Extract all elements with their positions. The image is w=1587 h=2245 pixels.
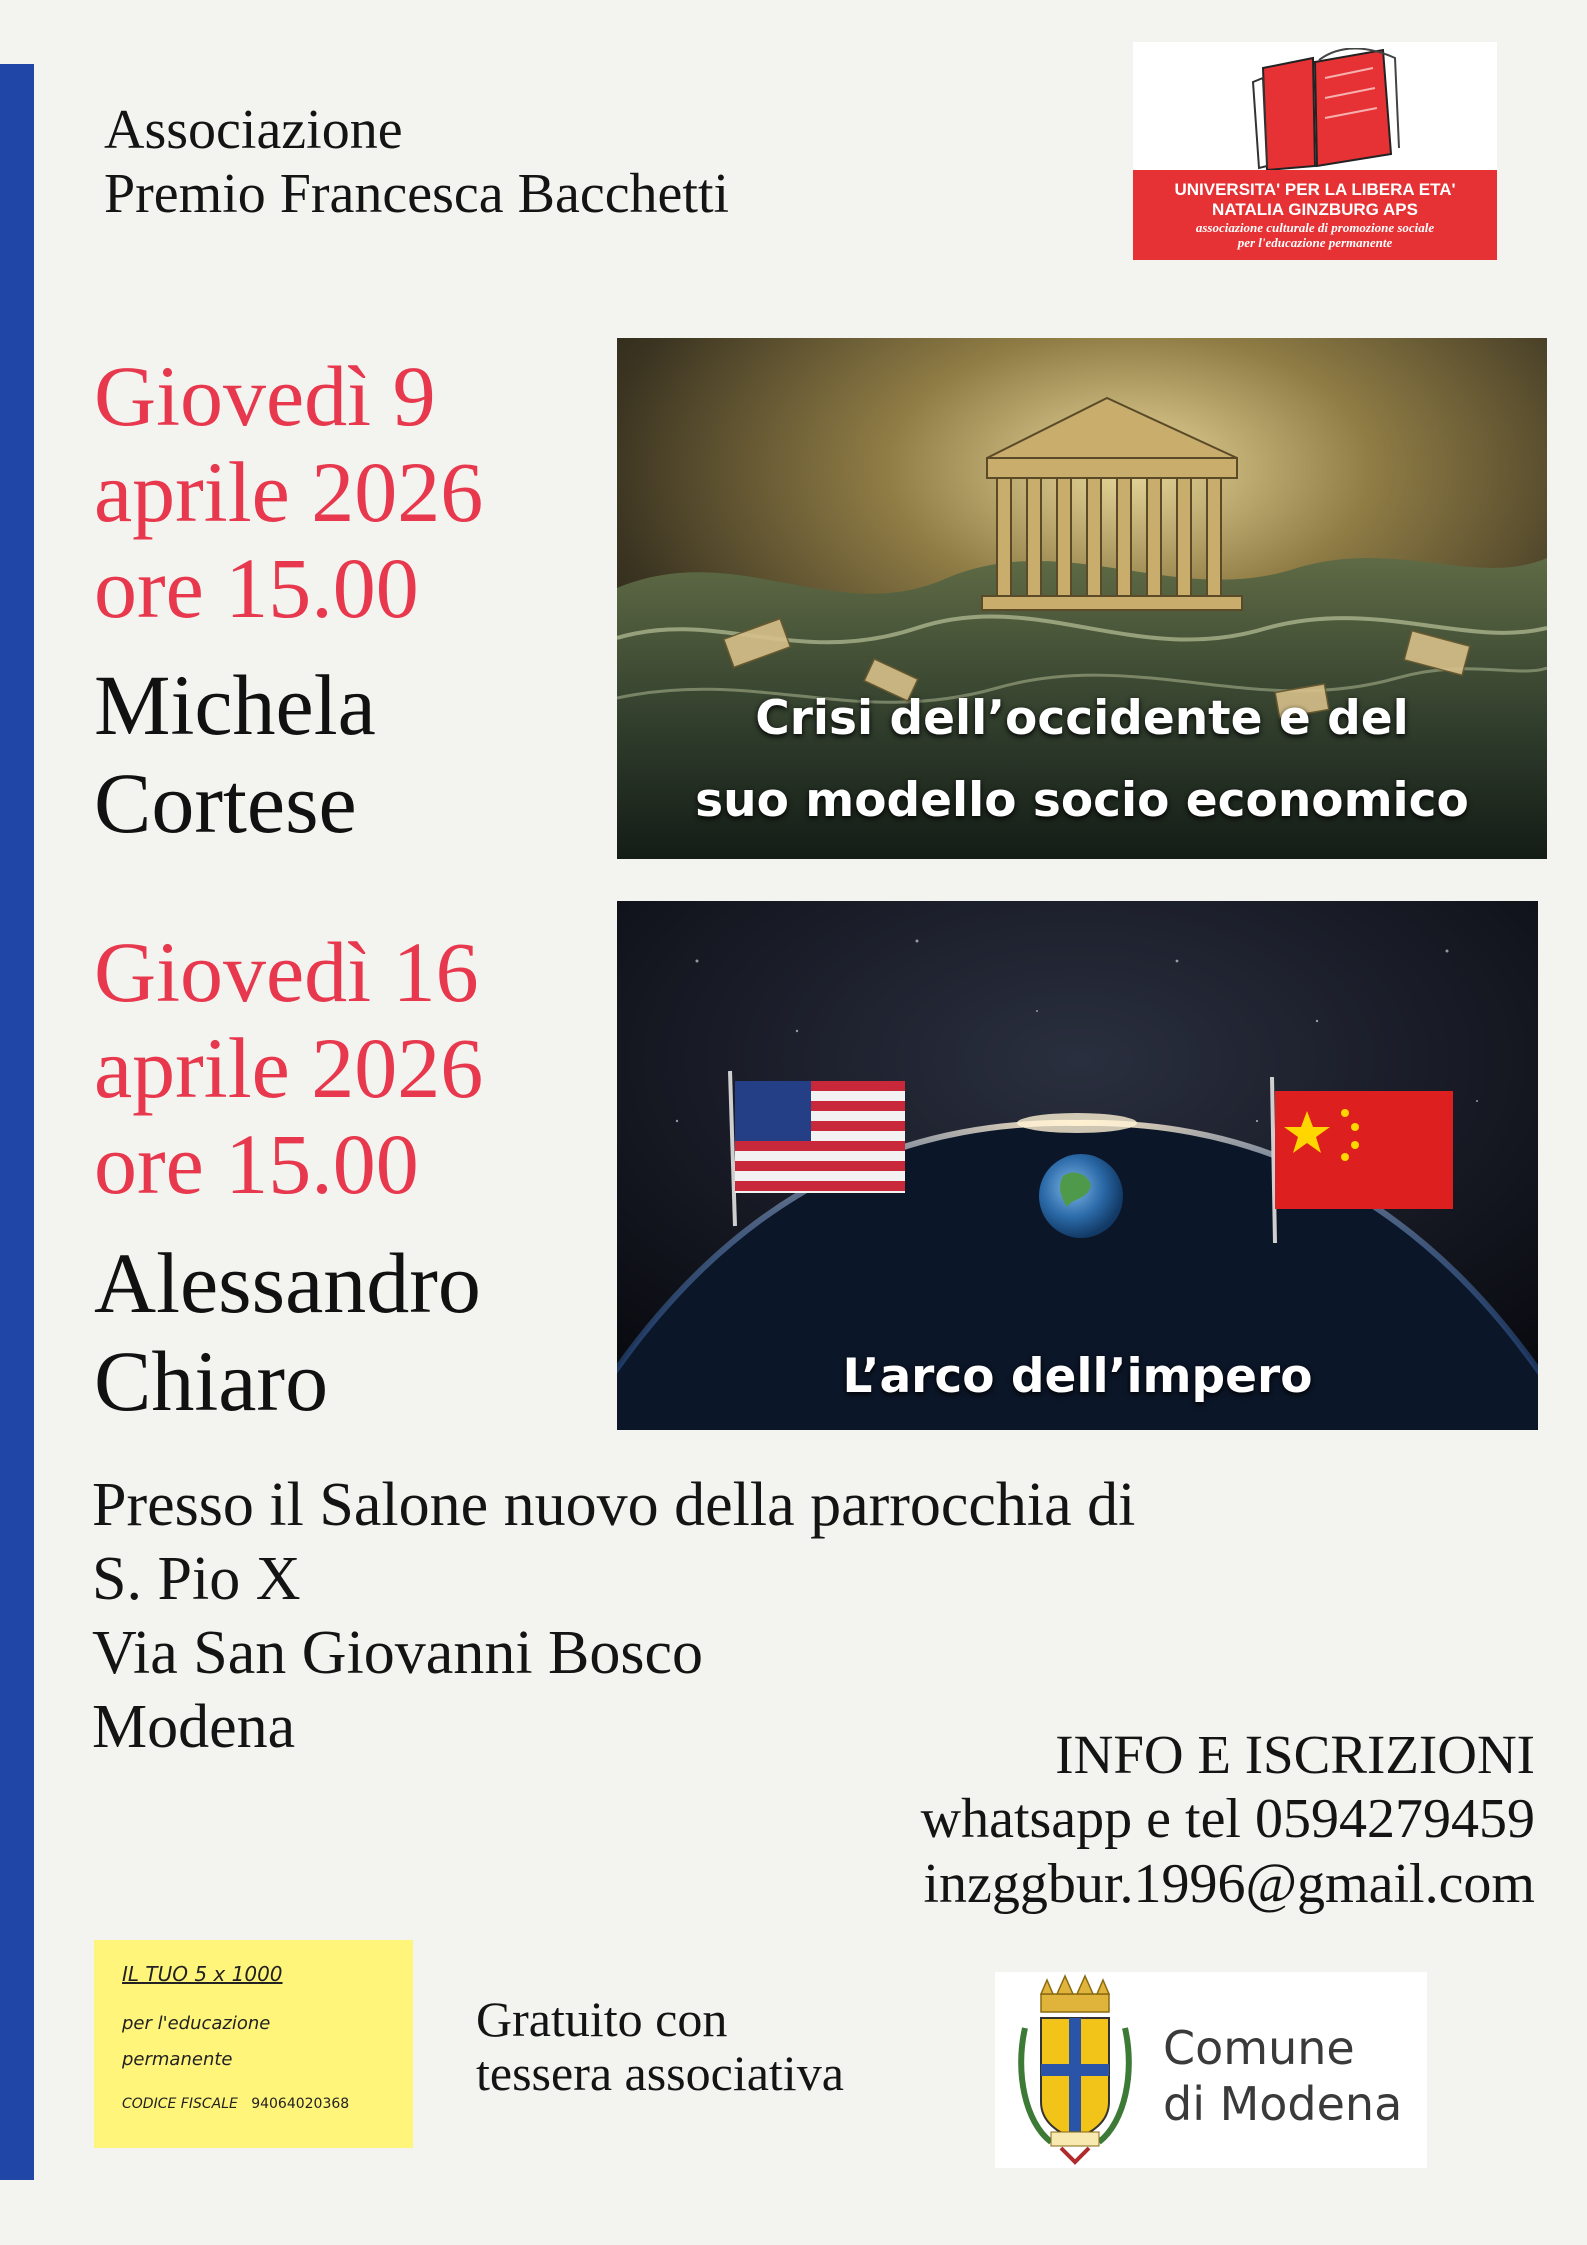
event-2-date-month: aprile 2026 — [94, 1020, 484, 1116]
event-1-image — [617, 338, 1547, 859]
organizer-line-1: Associazione — [104, 99, 403, 161]
info-phone: whatsapp e tel 0594279459 — [920, 1788, 1535, 1850]
comune-logo — [995, 1972, 1427, 2168]
event-1-speaker-last: Cortese — [94, 755, 357, 851]
event-2-date-day: Giovedì 16 — [94, 924, 479, 1020]
comune-line-1: Comune — [1163, 2021, 1355, 2075]
event-1-caption — [617, 678, 1547, 842]
event-2-date — [94, 924, 483, 1212]
note-title: IL TUO 5 x 1000 — [122, 1962, 283, 1986]
free-entry-text — [476, 1992, 844, 2100]
event-1-date — [94, 348, 483, 636]
event-1-speaker-first: Michela — [94, 657, 376, 753]
university-name-line-1: UNIVERSITA' PER LA LIBERA ETA' — [1174, 180, 1456, 199]
note-fiscal-code — [122, 2096, 349, 2112]
event-2-time: ore 15.00 — [94, 1116, 419, 1212]
event-2-image — [617, 901, 1538, 1430]
university-name-line-2: NATALIA GINZBURG APS — [1212, 200, 1418, 219]
event-2-speaker — [94, 1234, 481, 1430]
comune-name — [1163, 2020, 1402, 2132]
note-fiscal-value: 94064020368 — [251, 2096, 350, 2112]
event-1-date-month: aprile 2026 — [94, 444, 484, 540]
five-per-thousand-note — [94, 1940, 413, 2148]
university-desc-line-1: associazione culturale di promozione sociale — [1195, 220, 1435, 235]
event-2-speaker-last: Chiaro — [94, 1333, 329, 1429]
note-line-3: permanente — [122, 2049, 233, 2070]
note-body — [122, 2006, 270, 2078]
coat-of-arms-icon — [995, 1972, 1155, 2168]
info-title: INFO E ISCRIZIONI — [1055, 1724, 1535, 1785]
free-entry-line-2: tessera associativa — [476, 2045, 844, 2101]
info-email: inzggbur.1996@gmail.com — [923, 1853, 1535, 1915]
book-icon — [1233, 48, 1403, 174]
event-1-caption-line-1: Crisi dell’occidente e del — [755, 691, 1409, 746]
event-1-caption-line-2: suo modello socio economico — [695, 773, 1469, 828]
venue-line-4: Modena — [92, 1693, 296, 1761]
organizer-line-2: Premio Francesca Bacchetti — [104, 163, 730, 225]
event-1-speaker — [94, 656, 376, 852]
comune-line-2: di Modena — [1163, 2077, 1403, 2131]
left-accent-bar — [0, 64, 34, 2180]
info-contacts — [921, 1722, 1535, 1917]
event-1-time: ore 15.00 — [94, 540, 419, 636]
organizer-title — [104, 98, 729, 226]
venue-address — [92, 1468, 1135, 1764]
venue-line-3: Via San Giovanni Bosco — [92, 1619, 704, 1687]
venue-line-1: Presso il Salone nuovo della parrocchia di — [92, 1471, 1136, 1539]
event-1-date-day: Giovedì 9 — [94, 348, 436, 444]
free-entry-line-1: Gratuito con — [476, 1991, 728, 2047]
note-fiscal-label: CODICE FISCALE — [122, 2096, 238, 2112]
university-logo — [1133, 42, 1497, 260]
note-line-2: per l'educazione — [122, 2013, 271, 2034]
venue-line-2: S. Pio X — [92, 1545, 301, 1613]
event-2-speaker-first: Alessandro — [94, 1235, 481, 1331]
university-banner — [1133, 170, 1497, 260]
university-desc-line-2: per l'educazione permanente — [1237, 235, 1393, 250]
event-2-caption: L’arco dell’impero — [842, 1349, 1313, 1404]
